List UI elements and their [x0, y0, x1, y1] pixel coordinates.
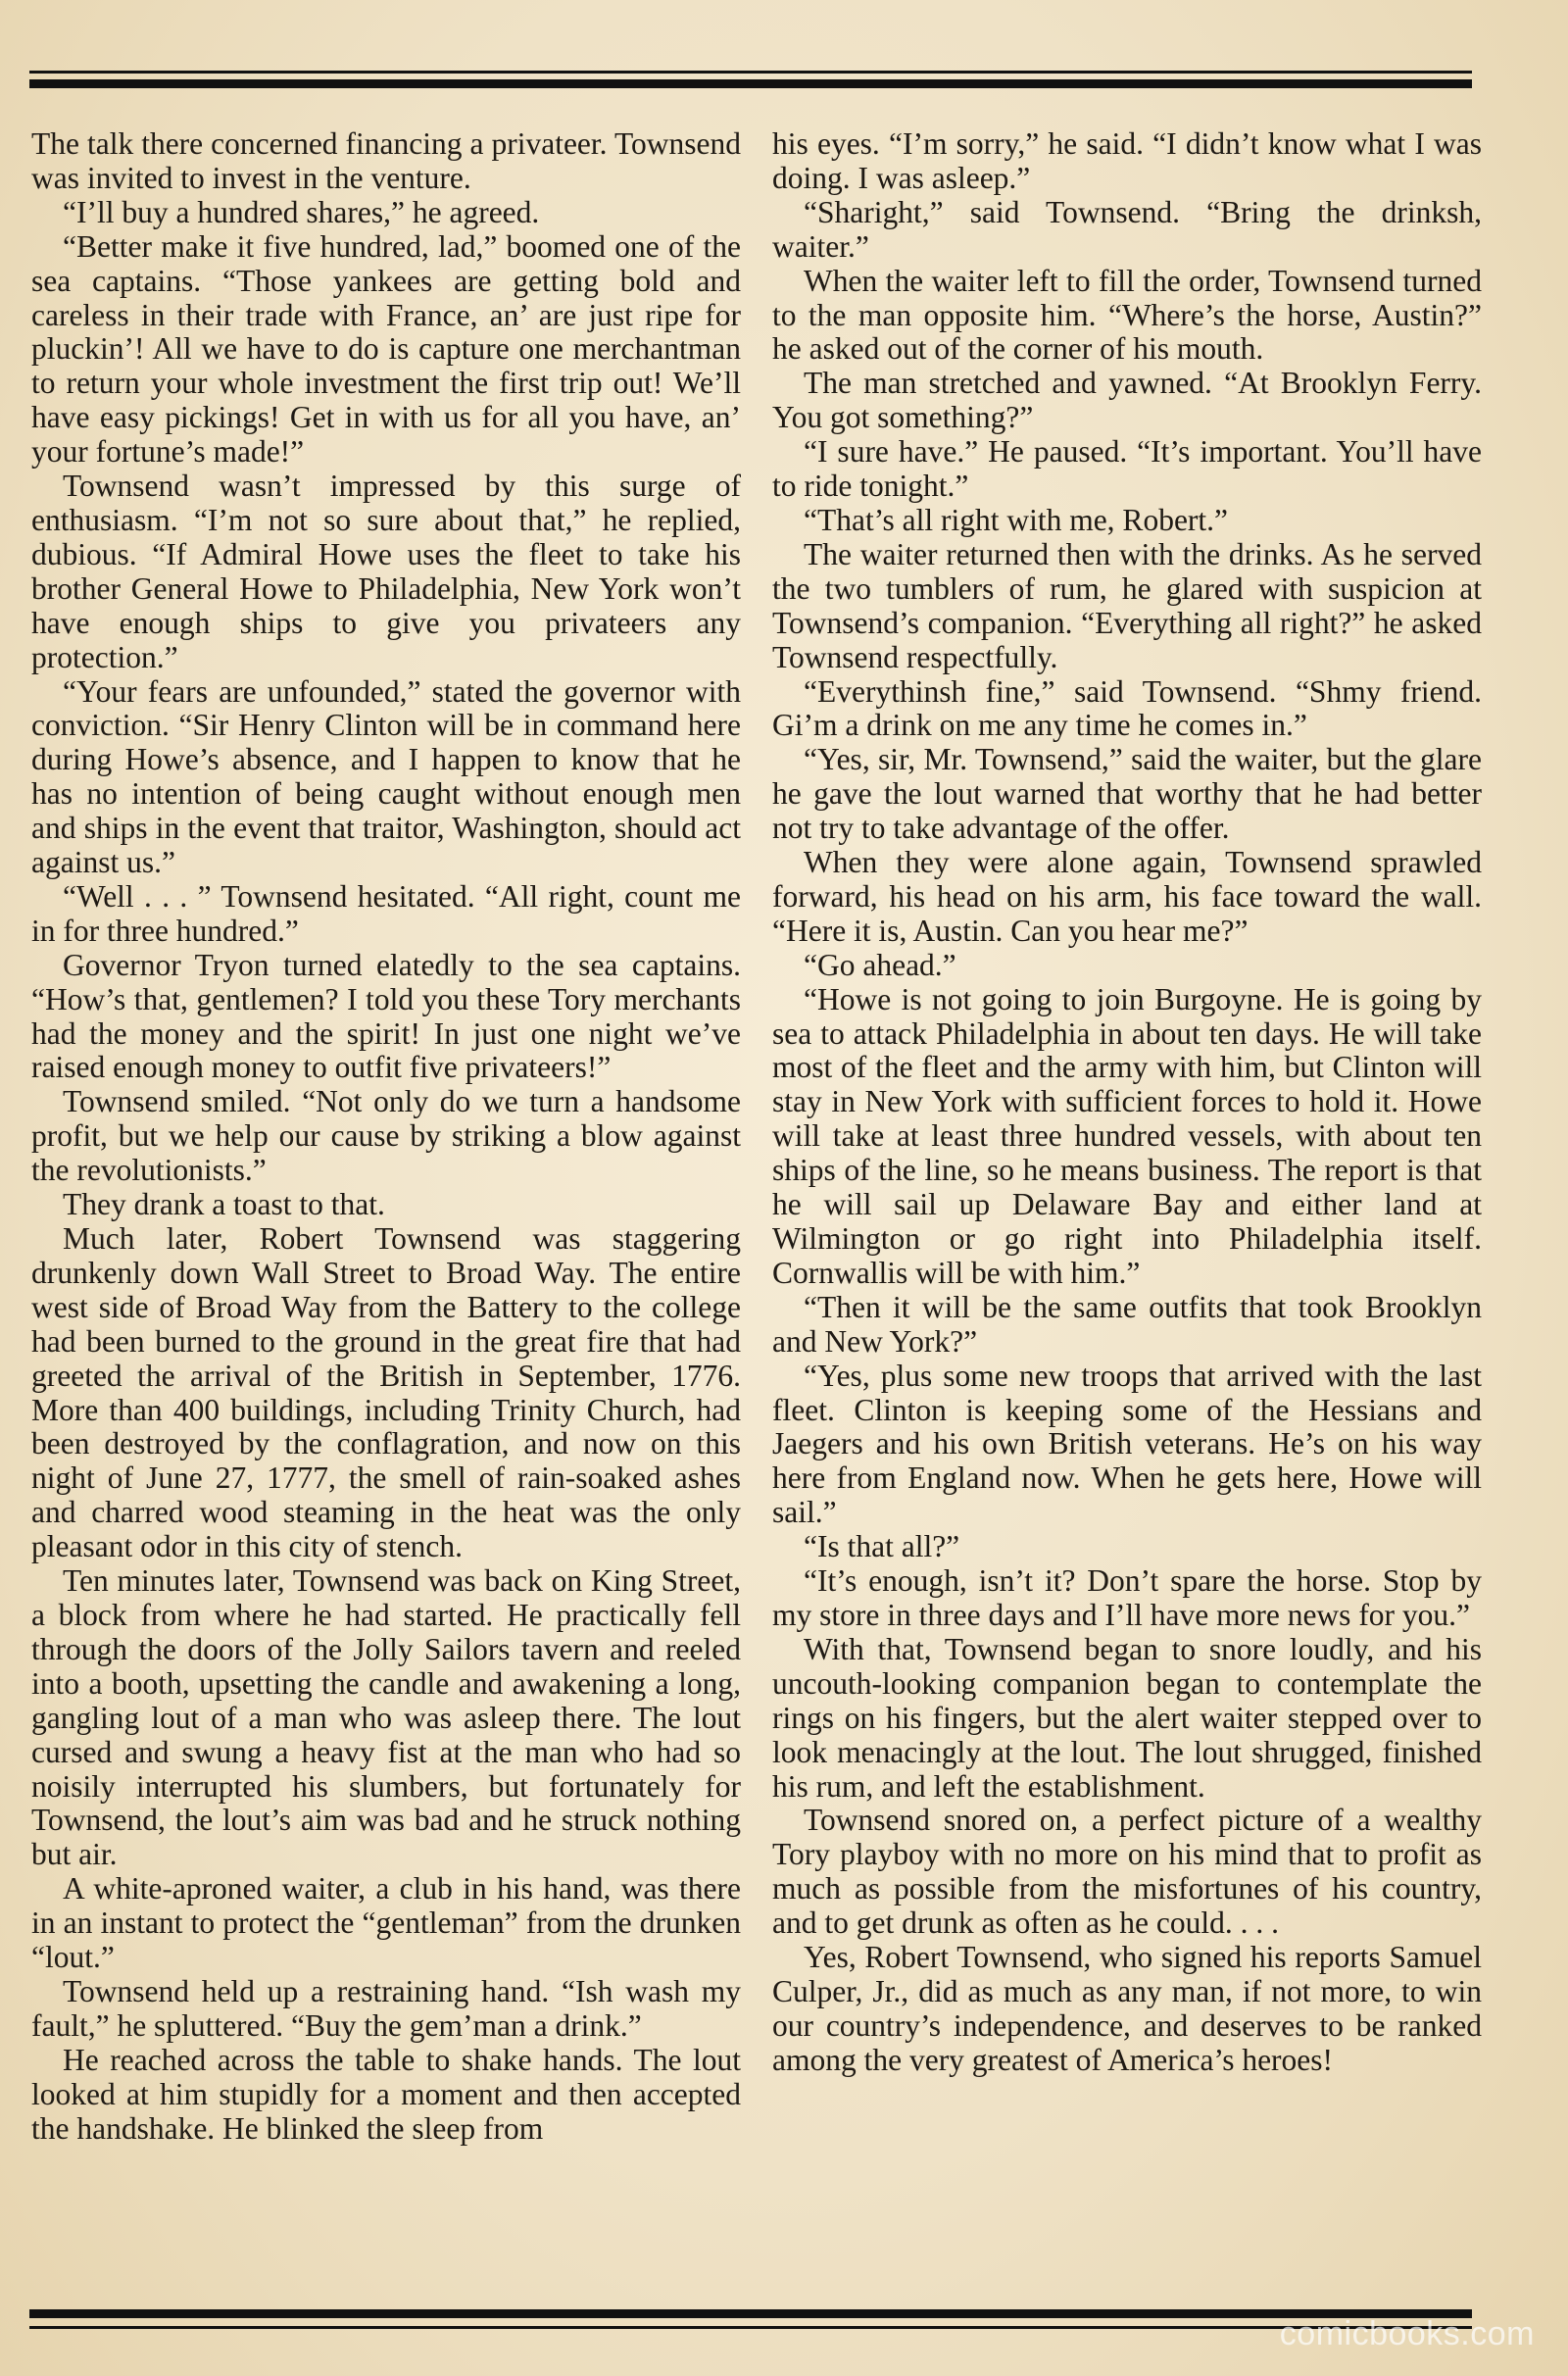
left-text-column: [31, 127, 741, 2146]
paragraph: “Better make it five hundred, lad,” boomed one of the sea captains. “Those yankees are getting bold and careless in their trade with France, an’ are just ripe for pluckin’! All we have to do is capture one merchantman to return your whole investment the first trip out! We’ll have easy pickings! Get in with us for all you have, an’ your fortune’s made!”: [31, 228, 741, 470]
paragraph: “Yes, plus some new troops that arrived with the last fleet. Clinton is keeping some of the Hessians and Jaegers and his own British veterans. He’s on his way here from England now. When he gets here, Howe will sail.”: [772, 1358, 1482, 1530]
paragraph: “Everythinsh fine,” said Townsend. “Shmy friend. Gi’m a drink on me any time he comes in.”: [772, 673, 1482, 743]
paragraph: Ten minutes later, Townsend was back on King Street, a block from where he had started. He practically fell through the doors of the Jolly Sailors tavern and reeled into a booth, upsetting the candle and awakening a long, gangling lout of a man who was asleep there. The lout cursed and swung a heavy fist at the man who had so noisily interrupted his slumbers, but fortunately for Townsend, the lout’s aim was bad and he struck nothing but air.: [31, 1563, 741, 1872]
paragraph: The man stretched and yawned. “At Brooklyn Ferry. You got something?”: [772, 366, 1482, 435]
paragraph: “It’s enough, isn’t it? Don’t spare the horse. Stop by my store in three days and I’ll have more news for you.”: [772, 1563, 1482, 1632]
paragraph: They drank a toast to that.: [63, 1187, 385, 1222]
paragraph: “Howe is not going to join Burgoyne. He is going by sea to attack Philadelphia in about ten days. He will take most of the fleet and the army with him, but Clinton will stay in New York with sufficient forces to hold it. Howe will take at least three hundred vessels, with about ten ships of the line, so he means business. The report is that he will sail up Delaware Bay and either land at Wilmington or go right into Philadelphia itself. Cornwallis will be with him.”: [772, 981, 1482, 1290]
paragraph: his eyes. “I’m sorry,” he said. “I didn’t know what I was doing. I was asleep.”: [772, 126, 1482, 195]
paragraph: Much later, Robert Townsend was staggering drunkenly down Wall Street to Broad Way. The entire west side of Broad Way from the Battery to the college had been burned to the ground in the great fire that had greeted the arrival of the British in September, 1776. More than 400 buildings, including Trinity Church, had been destroyed by the conflagration, and now on this night of June 27, 1777, the smell of rain-soaked ashes and charred wood steaming in the heat was the only pleasant odor in this city of stench.: [31, 1221, 741, 1564]
paragraph: When they were alone again, Townsend sprawled forward, his head on his arm, his face toward the wall. “Here it is, Austin. Can you hear me?”: [772, 845, 1482, 948]
paragraph: “I’ll buy a hundred shares,” he agreed.: [63, 194, 540, 229]
paragraph: Governor Tryon turned elatedly to the sea captains. “How’s that, gentlemen? I told you these Tory merchants had the money and the spirit! In just one night we’ve raised enough money to outfit five privateers!”: [31, 947, 741, 1085]
paragraph: He reached across the table to shake hands. The lout looked at him stupidly for a moment and then accepted the handshake. He blinked the sleep from: [31, 2042, 741, 2146]
paragraph: “Your fears are unfounded,” stated the governor with conviction. “Sir Henry Clinton will be in command here during Howe’s absence, and I happen to know that he has no intention of being caught without enough men and ships in the event that traitor, Washington, should act against us.”: [31, 673, 741, 880]
paragraph: The waiter returned then with the drinks. As he served the two tumblers of rum, he glared with suspicion at Townsend’s companion. “Everything all right?” he asked Townsend respectfully.: [772, 536, 1482, 674]
top-divider-rule: [29, 71, 1472, 74]
paragraph: When the waiter left to fill the order, Townsend turned to the man opposite him. “Where’s the horse, Austin?” he asked out of the corner of his mouth.: [772, 263, 1482, 367]
paragraph: Townsend snored on, a perfect picture of a wealthy Tory playboy with no more on his mind that to profit as much as possible from the misfortunes of his country, and to get drunk as often as he could. . . .: [772, 1803, 1482, 1941]
paragraph: Townsend held up a restraining hand. “Ish wash my fault,” he spluttered. “Buy the gem’man a drink.”: [31, 1973, 741, 2043]
paragraph: The talk there concerned financing a privateer. Townsend was invited to invest in the venture.: [31, 126, 741, 195]
paragraph: “Is that all?”: [804, 1529, 960, 1564]
paragraph: “Then it will be the same outfits that took Brooklyn and New York?”: [772, 1289, 1482, 1359]
paragraph: A white-aproned waiter, a club in his hand, was there in an instant to protect the “gentleman” from the drunken “lout.”: [31, 1871, 741, 1975]
paragraph: “Go ahead.”: [804, 947, 956, 982]
paragraph: “I sure have.” He paused. “It’s important. You’ll have to ride tonight.”: [772, 434, 1482, 504]
paragraph: Townsend smiled. “Not only do we turn a handsome profit, but we help our cause by striking a blow against the revolutionists.”: [31, 1084, 741, 1188]
paragraph: “Sharight,” said Townsend. “Bring the drinksh, waiter.”: [772, 194, 1482, 264]
paragraph: “Well . . . ” Townsend hesitated. “All right, count me in for three hundred.”: [31, 878, 741, 948]
right-text-column: [772, 127, 1482, 2078]
paragraph: With that, Townsend began to snore loudly, and his uncouth-looking companion began to contemplate the rings on his fingers, but the alert waiter stepped over to look menacingly at the lout. The lout shrugged, finished his rum, and left the establishment.: [772, 1631, 1482, 1804]
paragraph: “Yes, sir, Mr. Townsend,” said the waiter, but the glare he gave the lout warned that worthy that he had better not try to take advantage of the offer.: [772, 742, 1482, 846]
bottom-divider-rule: [29, 2309, 1472, 2318]
paragraph: “That’s all right with me, Robert.”: [804, 502, 1229, 537]
paragraph: Townsend wasn’t impressed by this surge of enthusiasm. “I’m not so sure about that,” he replied, dubious. “If Admiral Howe uses the fleet to take his brother General Howe to Philadelphia, New York won’t have enough ships to give you privateers any protection.”: [31, 469, 741, 674]
watermark-text: comicbooks.com: [1279, 2315, 1535, 2352]
paragraph: Yes, Robert Townsend, who signed his reports Samuel Culper, Jr., did as much as any man, if not more, to win our country’s independence, and deserves to be ranked among the very greatest of America’s heroes!: [772, 1940, 1482, 2077]
